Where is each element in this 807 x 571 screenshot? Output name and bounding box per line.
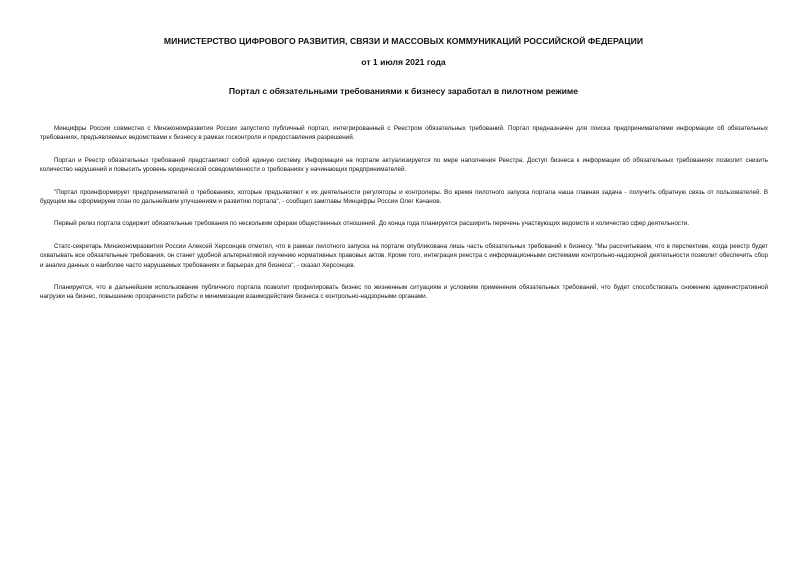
paragraph-3: "Портал проинформирует предпринимателей о требованиях, которые предъявляют к их деятельности регуляторы и контролеры. Во время пилотного запуска портала наша главная задача - получить обратную связь от пользователей. В будущем мы сформируем план по дальнейшим улучшениям и развитию портала", - сообщил замглавы Минцифры России Олег Качанов. bbox=[40, 188, 768, 206]
paragraph-2: Портал и Реестр обязательных требований представляют собой единую систему. Информация на портале актуализируется по мере наполнения Реестра. Доступ бизнеса к информации об обязательных требованиях позволит снизить количество нарушений и повысить уровень юридической осведомленности о требованиях у начинающих предпринимателей. bbox=[40, 156, 768, 174]
paragraph-5: Статс-секретарь Минэкономразвития России Алексей Херсонцев отметил, что в рамках пилотного запуска на портале опубликована лишь часть обязательных требований к бизнесу. "Мы рассчитываем, что в перспективе, когда реестр будет охватывать все обязательные требования, он станет удобной альтернативой изучению нормативных правовых актов. Кроме того, интеграция реестра с информационными системами контрольно-надзорной деятельности позволит обеспечить сбор и анализ данных о наиболее часто нарушаемых требованиях и барьерах для бизнеса", - сказал Херсонцев. bbox=[40, 242, 768, 269]
paragraph-4: Первый релиз портала содержит обязательные требования по нескольким сферам общественных отношений. До конца года планируется расширить перечень участвующих ведомств и количество сфер деятельности. bbox=[54, 220, 690, 228]
document-date: от 1 июля 2021 года bbox=[361, 57, 446, 67]
paragraph-1: Минцифры России совместно с Минэкономразвития России запустило публичный портал, интегрированный с Реестром обязательных требований. Портал предназначен для поиска предпринимателями информации об обязательных требованиях, предъявляемых ведомствами к бизнесу в рамках госконтроля и предоставления разрешений. bbox=[40, 125, 768, 142]
document-body bbox=[40, 124, 768, 315]
document-title: Портал с обязательными требованиями к бизнесу заработал в пилотном режиме bbox=[228, 86, 579, 96]
organization-heading: МИНИСТЕРСТВО ЦИФРОВОГО РАЗВИТИЯ, СВЯЗИ И МАССОВЫХ КОММУНИКАЦИЙ РОССИЙСКОЙ ФЕДЕРАЦИИ bbox=[163, 36, 644, 46]
paragraph-6: Планируется, что в дальнейшем использование публичного портала позволит профилировать бизнес по жизненным ситуациям и условиям применения обязательных требований, что будет способствовать снижению административной нагрузки на бизнес, повышению прозрачности работы и минимизации взаимодействия бизнеса с контрольно-надзорными органами. bbox=[40, 284, 768, 301]
